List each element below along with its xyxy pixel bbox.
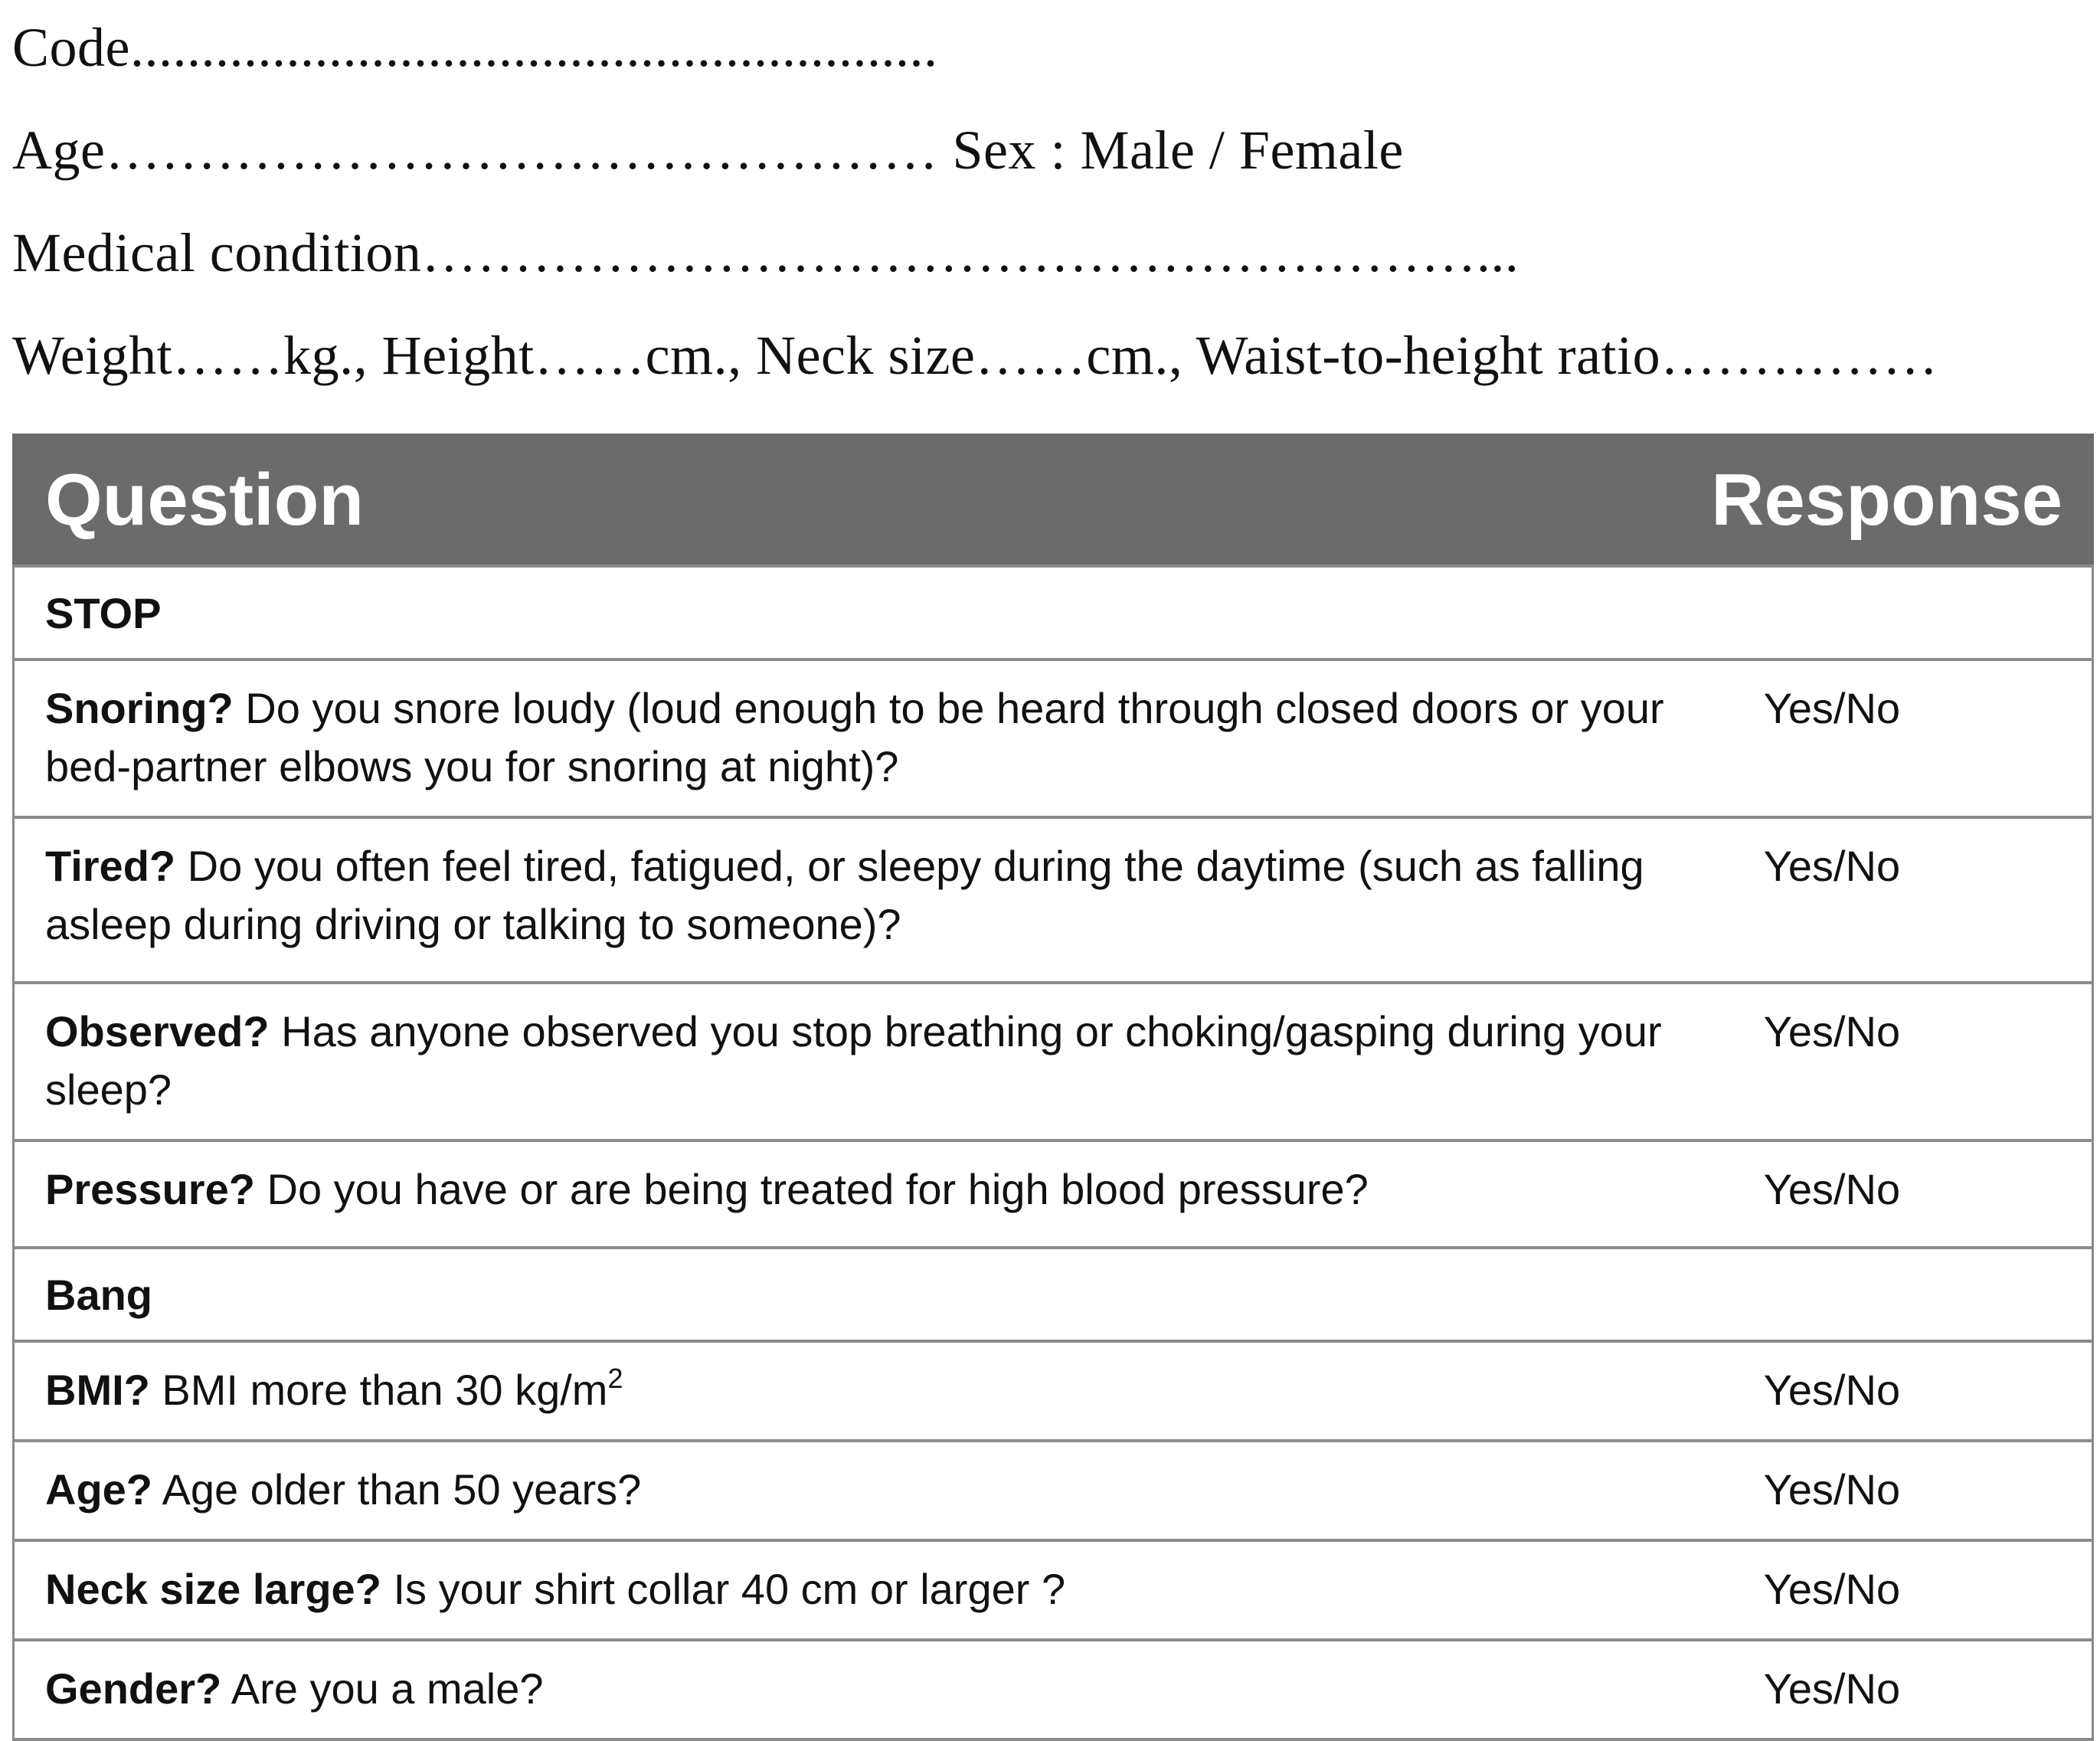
section-row-stop — [14, 566, 2093, 659]
question-text: Do you snore loudy (loud enough to be heard through closed doors or your bed-partner elbows you for snoring at night)? — [45, 684, 1664, 790]
table-row-age — [14, 1441, 2093, 1540]
question-cell — [14, 1441, 1680, 1540]
question-text: BMI more than 30 kg/m — [149, 1366, 608, 1414]
table-row-tired — [14, 817, 2093, 983]
question-text: Age older than 50 years? — [152, 1465, 642, 1514]
response-cell: Yes/No — [1680, 1640, 2093, 1739]
question-key: Age? — [45, 1465, 152, 1514]
response-cell: Yes/No — [1680, 1140, 2093, 1248]
question-key: Snoring? — [45, 684, 234, 732]
question-cell — [14, 817, 1680, 983]
table-row-bmi — [14, 1341, 2093, 1441]
code-field: Code......................................................... — [12, 17, 938, 78]
table-row-neck-size — [14, 1540, 2093, 1640]
response-cell: Yes/No — [1680, 817, 2093, 983]
table-row-pressure — [14, 1140, 2093, 1248]
question-column-header: Question — [14, 435, 1680, 567]
question-text: Do you often feel tired, fatigued, or sleepy during the daytime (such as falling asleep during driving or talking to someone)? — [45, 842, 1644, 948]
table-row-gender — [14, 1640, 2093, 1739]
table-row-observed — [14, 983, 2093, 1140]
stop-bang-questionnaire-table — [12, 434, 2094, 1741]
question-cell — [14, 1140, 1680, 1248]
question-key: Tired? — [45, 842, 176, 890]
question-text: Has anyone observed you stop breathing or choking/gasping during your sleep? — [45, 1007, 1662, 1114]
question-key: BMI? — [45, 1366, 150, 1414]
response-cell: Yes/No — [1680, 1441, 2093, 1540]
question-key: Pressure? — [45, 1165, 255, 1213]
age-sex-field: Age……………………………………… Sex : Male / Female — [12, 119, 1404, 181]
section-label-stop: STOP — [14, 566, 2093, 659]
section-row-bang — [14, 1248, 2093, 1341]
question-cell — [14, 1640, 1680, 1739]
medical-condition-field: Medical condition…………………………………………………... — [12, 222, 1519, 283]
question-key: Observed? — [45, 1007, 270, 1055]
response-cell: Yes/No — [1680, 659, 2093, 817]
question-key: Neck size large? — [45, 1565, 381, 1613]
question-text: Are you a male? — [221, 1664, 544, 1713]
question-cell — [14, 1341, 1680, 1441]
superscript-exponent: 2 — [607, 1363, 623, 1394]
question-text: Is your shirt collar 40 cm or larger ? — [381, 1565, 1066, 1613]
question-text: Do you have or are being treated for high blood pressure? — [254, 1165, 1369, 1213]
response-cell: Yes/No — [1680, 983, 2093, 1140]
response-cell: Yes/No — [1680, 1540, 2093, 1640]
section-label-bang: Bang — [14, 1248, 2093, 1341]
question-cell — [14, 983, 1680, 1140]
measurements-field: Weight……kg., Height……cm., Neck size……cm., Waist-to-height ratio…………… — [12, 325, 1938, 386]
response-cell: Yes/No — [1680, 1341, 2093, 1441]
question-cell — [14, 1540, 1680, 1640]
table-row-snoring — [14, 659, 2093, 817]
question-cell — [14, 659, 1680, 817]
response-column-header: Response — [1680, 435, 2093, 567]
question-key: Gender? — [45, 1664, 222, 1713]
table-header-row — [14, 435, 2093, 567]
